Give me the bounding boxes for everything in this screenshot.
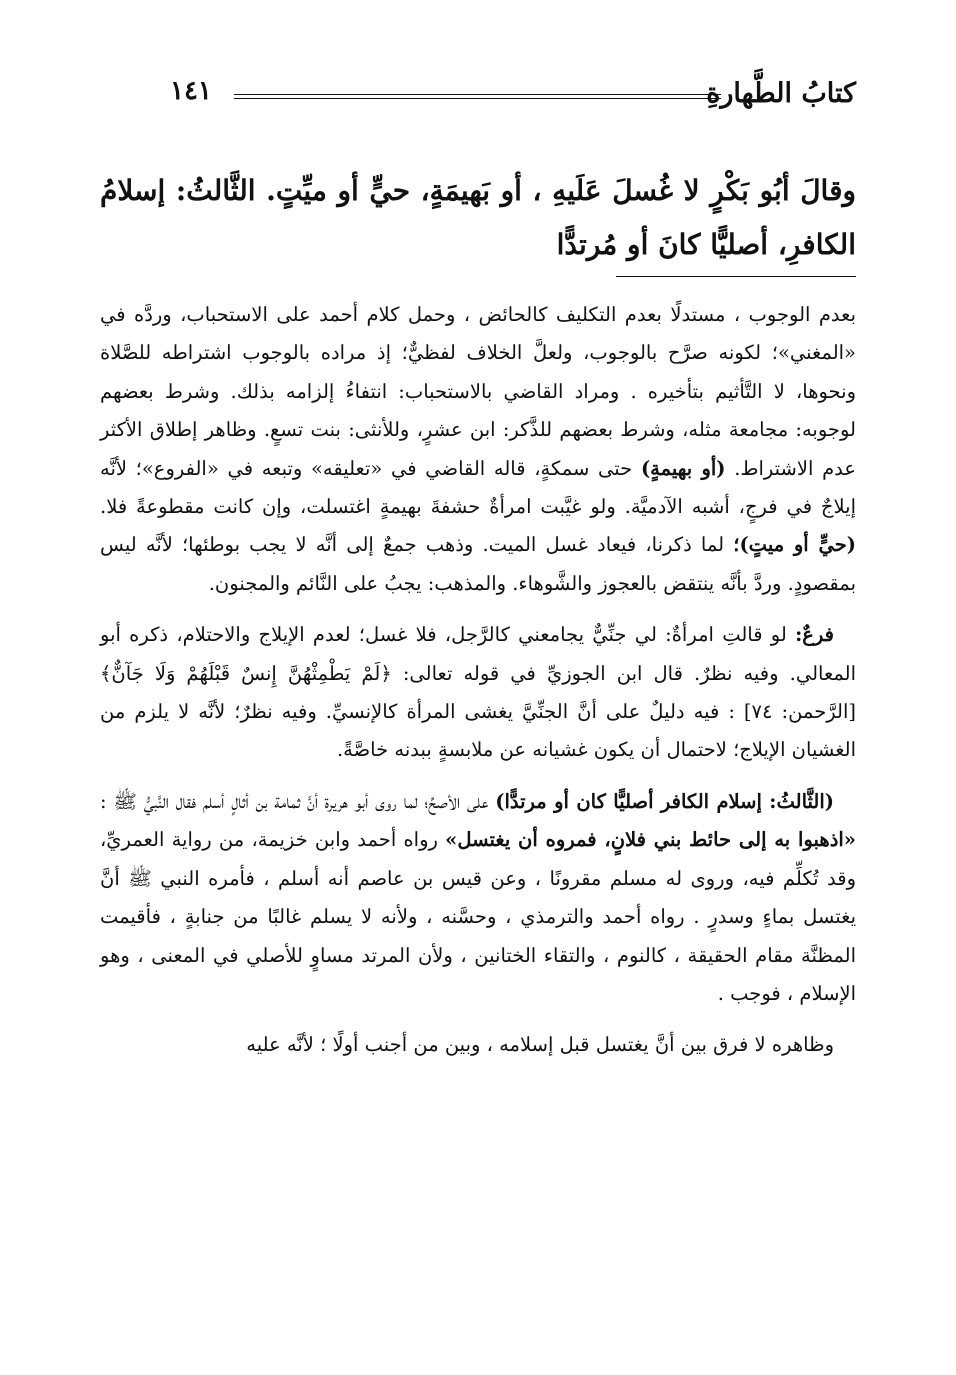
commentary-text: لما ذكرنا، فيعاد غسل الميت. وذهب جمعٌ إلى أنَّه لا يجب بوطئها؛ لأنَّه ليس بمقصودٍ. وردَّ بأنَّه ينتقض بالعجوز والشَّوهاء. والمذهب: يجبُ على النَّائم والمجنون.: [100, 533, 856, 595]
hadith-quote: «اذهبوا به إلى حائط بني فلانٍ، فمروه أن يغتسل»: [445, 828, 856, 852]
page-header: [170, 76, 856, 120]
commentary-text: رواه أحمد وابن خزيمة، من رواية العمريِّ، وقد تُكلِّم فيه، وروى له مسلم مقرونًا ، وعن قيس بن عاصم أنه أسلم ، فأمره النبي ﷺ أنَّ يغتسل بماءٍ وسدرٍ . رواه أحمد والترمذي ، وحسَّنه ، ولأنه لا يسلم غالبًا من جنابةٍ ، فأقيمت المظنَّة مقام الحقيقة ، كالنوم ، والتقاء الختانين ، ولأن المرتد مساوٍ للأصلي في المعنى ، وهو الإسلام ، فوجب .: [100, 828, 856, 1005]
commentary-text: لو قالتِ امرأةٌ: لي جنِّيٌّ يجامعني كالرَّجل، فلا غسل؛ لعدم الإيلاج والاحتلام، ذكره أبو المعالي. وفيه نظرٌ. قال ابن الجوزيِّ في قوله تعالى: ﴿لَمْ يَطْمِثْهُنَّ إِنسٌ قَبْلَهُمْ وَلَا جَآنٌّ﴾ [الرَّحمن: ٧٤] : فيه دليلٌ على أنَّ الجنِّيَّ يغشى المرأة كالإنسيِّ. وفيه نظرٌ؛ لأنَّه لا يلزم من الغشيان الإيلاج؛ لاحتمال أن يكون غشيانه عن ملابسةٍ ببدنه خاصَّةً.: [100, 623, 856, 762]
commentary-text: وظاهره لا فرق بين أنَّ يغتسل قبل إسلامه ، وبين من أجنب أولًا ؛ لأنَّه عليه: [246, 1033, 834, 1057]
header-rule: [234, 94, 721, 99]
commentary-text: بعدم الوجوب ، مستدلًا بعدم التكليف كالحائض ، وحمل كلام أحمد على الاستحباب، وردَّه في «المغني»؛ لكونه صرَّح بالوجوب، ولعلَّ الخلاف لفظيٌّ؛ إذ مراده بالوجوب اشتراطه للصَّلاة ونحوها، لا التَّأثيم بتأخيره . ومراد القاضي بالاستحباب: انتفاءُ إلزامه بذلك. وشرط بعضهم لوجوبه: مجامعة مثله، وشرط بعضهم للذَّكر: ابن عشرٍ، وللأنثى: بنت تسعٍ. وظاهر إطلاق الأكثر عدم الاشتراط.: [100, 303, 857, 480]
commentary: [100, 296, 856, 1078]
commentary-paragraph: [100, 1026, 856, 1064]
commentary-paragraph: [100, 296, 856, 603]
quoted-matn: (الثَّالثُ: إسلام الكافر أصليًّا كان أو مرتدًّا): [495, 789, 834, 813]
commentary-paragraph: [100, 616, 856, 770]
matn-text: وقالَ أبُو بَكْرٍ لا غُسلَ عَلَيهِ ، أو بَهيمَةٍ، حيٍّ أو ميِّتٍ. الثَّالثُ: إسلامُ الكافرِ، أصليًّا كانَ أو مُرتدًّا: [100, 174, 856, 261]
far-heading: فرعٌ:: [795, 623, 834, 647]
commentary-text: حتى سمكةٍ، قاله القاضي في «تعليقه» وتبعه في «الفروع»؛ لأنَّه إيلاجٌ في فرجٍ، أشبه الآدميَّة. ولو غيَّبت امرأةٌ حشفةَ بهيمةٍ اغتسلت، وإن كانت مقطوعةً فلا.: [100, 456, 856, 519]
quoted-matn: (أو بهيمةٍ): [640, 456, 726, 480]
separator-rule: [616, 276, 856, 277]
quoted-matn: (حيٍّ أو ميتٍ)؛: [733, 533, 856, 557]
running-title: كتابُ الطَّهارةِ: [706, 78, 856, 109]
commentary-text: على الأصحِّ؛ لما روى أبو هريرة أنَّ ثمامة بن أثالٍ أسلم فقال النَّبيُّ ﷺ :: [100, 789, 489, 813]
page-number: ١٤١: [170, 76, 212, 106]
commentary-paragraph: [100, 783, 856, 1013]
